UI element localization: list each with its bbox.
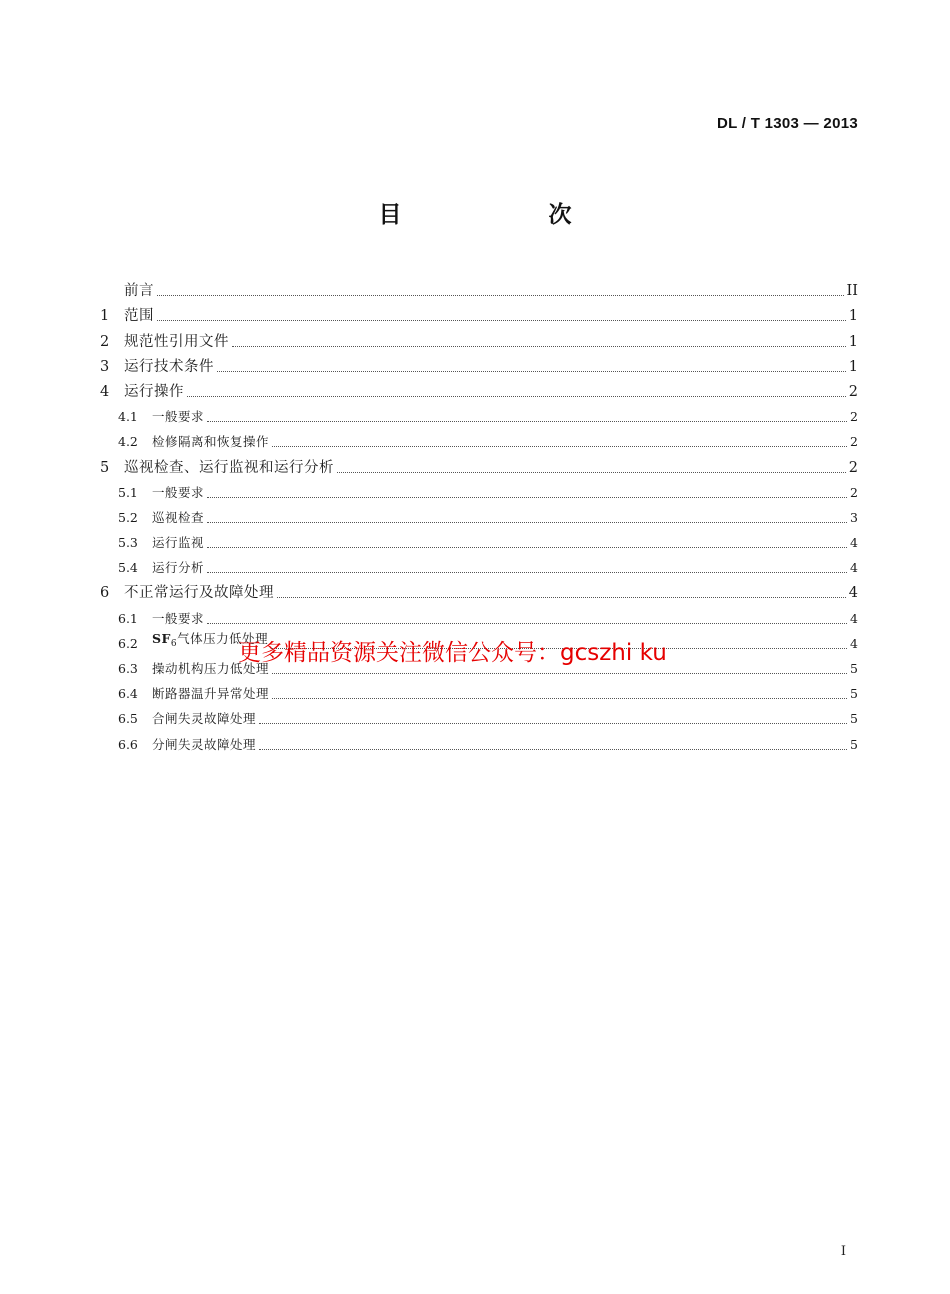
toc-entry-label: 前言 (124, 283, 154, 300)
toc-entry-number: 4 (100, 383, 110, 400)
toc-dot-leader (259, 748, 847, 750)
toc-dot-leader (272, 697, 847, 699)
toc-entry-page: 5 (850, 661, 858, 676)
toc-entry-page: 5 (850, 686, 858, 702)
toc-dot-leader (207, 521, 847, 523)
toc-entry[interactable] (100, 678, 858, 703)
toc-entry-label: 规范性引用文件 (124, 333, 229, 350)
toc-entry-number: 1 (100, 308, 110, 325)
toc-entry-page: 4 (848, 585, 858, 602)
toc-dot-leader (232, 345, 846, 347)
toc-entry-label: 运行技术条件 (124, 358, 214, 375)
toc-entry-page: 3 (850, 509, 858, 525)
toc-entry-number: 6.5 (118, 711, 138, 727)
toc-entry-label: 运行操作 (124, 383, 184, 400)
table-of-contents (100, 275, 858, 754)
toc-entry[interactable] (100, 577, 858, 602)
toc-entry-label-text: 气体压力低处理 (177, 630, 269, 646)
toc-entry-number: 4.1 (118, 409, 138, 425)
toc-dot-leader (207, 622, 847, 624)
watermark-text: 更多精品资源关注微信公众号：gcszhi ku (238, 640, 667, 666)
toc-entry-page: 2 (850, 484, 858, 500)
toc-entry-number: 6 (100, 585, 110, 602)
toc-entry-page: 2 (850, 409, 858, 425)
toc-entry-label: 分闸失灵故障处理 (152, 736, 257, 752)
toc-entry-number: 3 (100, 358, 110, 375)
toc-entry-number: 5.1 (118, 484, 138, 500)
toc-entry[interactable] (100, 275, 858, 300)
toc-entry[interactable] (100, 401, 858, 426)
toc-entry-page: 4 (850, 560, 858, 576)
toc-dot-leader (157, 319, 846, 321)
toc-entry[interactable] (100, 351, 858, 376)
toc-entry-number: 5.2 (118, 509, 138, 525)
toc-entry-page: 2 (848, 383, 858, 400)
toc-entry-number: 6.2 (118, 635, 138, 651)
toc-entry-page: II (846, 283, 858, 300)
toc-entry[interactable] (100, 527, 858, 552)
toc-entry-number: 6.1 (118, 610, 138, 626)
toc-entry-page: 4 (850, 610, 858, 626)
toc-entry-page: 5 (850, 736, 858, 752)
toc-dot-leader (207, 420, 847, 422)
toc-entry[interactable] (100, 300, 858, 325)
toc-dot-leader (207, 496, 847, 498)
toc-entry-label-prefix: SF (152, 630, 171, 646)
toc-entry-label: 巡视检查、运行监视和运行分析 (124, 459, 334, 476)
toc-entry[interactable] (100, 552, 858, 577)
toc-entry-label-subscript: 6 (170, 638, 178, 649)
toc-entry-page: 2 (850, 434, 858, 450)
toc-entry-page: 2 (848, 459, 858, 476)
toc-entry[interactable] (100, 602, 858, 627)
toc-entry[interactable] (100, 376, 858, 401)
toc-entry-number: 5.4 (118, 560, 138, 576)
toc-entry[interactable] (100, 728, 858, 753)
toc-dot-leader (259, 722, 847, 724)
toc-entry[interactable] (100, 426, 858, 451)
toc-entry-label: 运行分析 (152, 560, 205, 576)
toc-entry-label: 检修隔离和恢复操作 (152, 434, 270, 450)
toc-dot-leader (207, 571, 847, 573)
toc-entry[interactable] (100, 703, 858, 728)
toc-dot-leader (272, 672, 847, 674)
toc-entry-label: 一般要求 (152, 610, 205, 626)
toc-entry-page: 1 (848, 308, 858, 325)
toc-entry-number: 4.2 (118, 434, 138, 450)
toc-dot-leader (187, 395, 846, 397)
toc-entry[interactable] (100, 477, 858, 502)
toc-entry-number: 6.3 (118, 661, 138, 676)
toc-entry-page: 5 (850, 711, 858, 727)
toc-entry[interactable] (100, 502, 858, 527)
toc-entry-page: 4 (850, 535, 858, 551)
toc-entry-label: 范围 (124, 308, 154, 325)
standard-code: DL / T 1303 — 2013 (716, 115, 858, 132)
toc-entry-label: 断路器温升异常处理 (152, 686, 270, 702)
toc-entry-label: 合闸失灵故障处理 (152, 711, 257, 727)
toc-dot-leader (217, 370, 846, 372)
page-number: I (840, 1244, 846, 1259)
toc-entry-number: 2 (100, 333, 110, 350)
toc-dot-leader (207, 546, 847, 548)
toc-entry-label: 操动机构压力低处理 (152, 661, 270, 676)
toc-dot-leader (272, 445, 847, 447)
toc-entry-page: 4 (850, 635, 858, 651)
toc-entry-page: 1 (848, 333, 858, 350)
toc-entry-label: 巡视检查 (152, 509, 205, 525)
toc-entry-number: 6.4 (118, 686, 138, 702)
toc-dot-leader (277, 596, 846, 598)
toc-dot-leader (337, 471, 846, 473)
toc-entry-number: 6.6 (118, 736, 138, 752)
toc-entry-label: 不正常运行及故障处理 (124, 585, 274, 602)
page-title: 目 次 (378, 202, 634, 228)
toc-entry[interactable] (100, 325, 858, 350)
toc-entry-number: 5.3 (118, 535, 138, 551)
toc-entry-label: 运行监视 (152, 535, 205, 551)
toc-entry[interactable] (100, 451, 858, 476)
toc-entry-number: 5 (100, 459, 110, 476)
toc-dot-leader (157, 294, 844, 296)
toc-entry-label: 一般要求 (152, 409, 205, 425)
toc-entry-page: 1 (848, 358, 858, 375)
toc-entry-label: 一般要求 (152, 484, 205, 500)
